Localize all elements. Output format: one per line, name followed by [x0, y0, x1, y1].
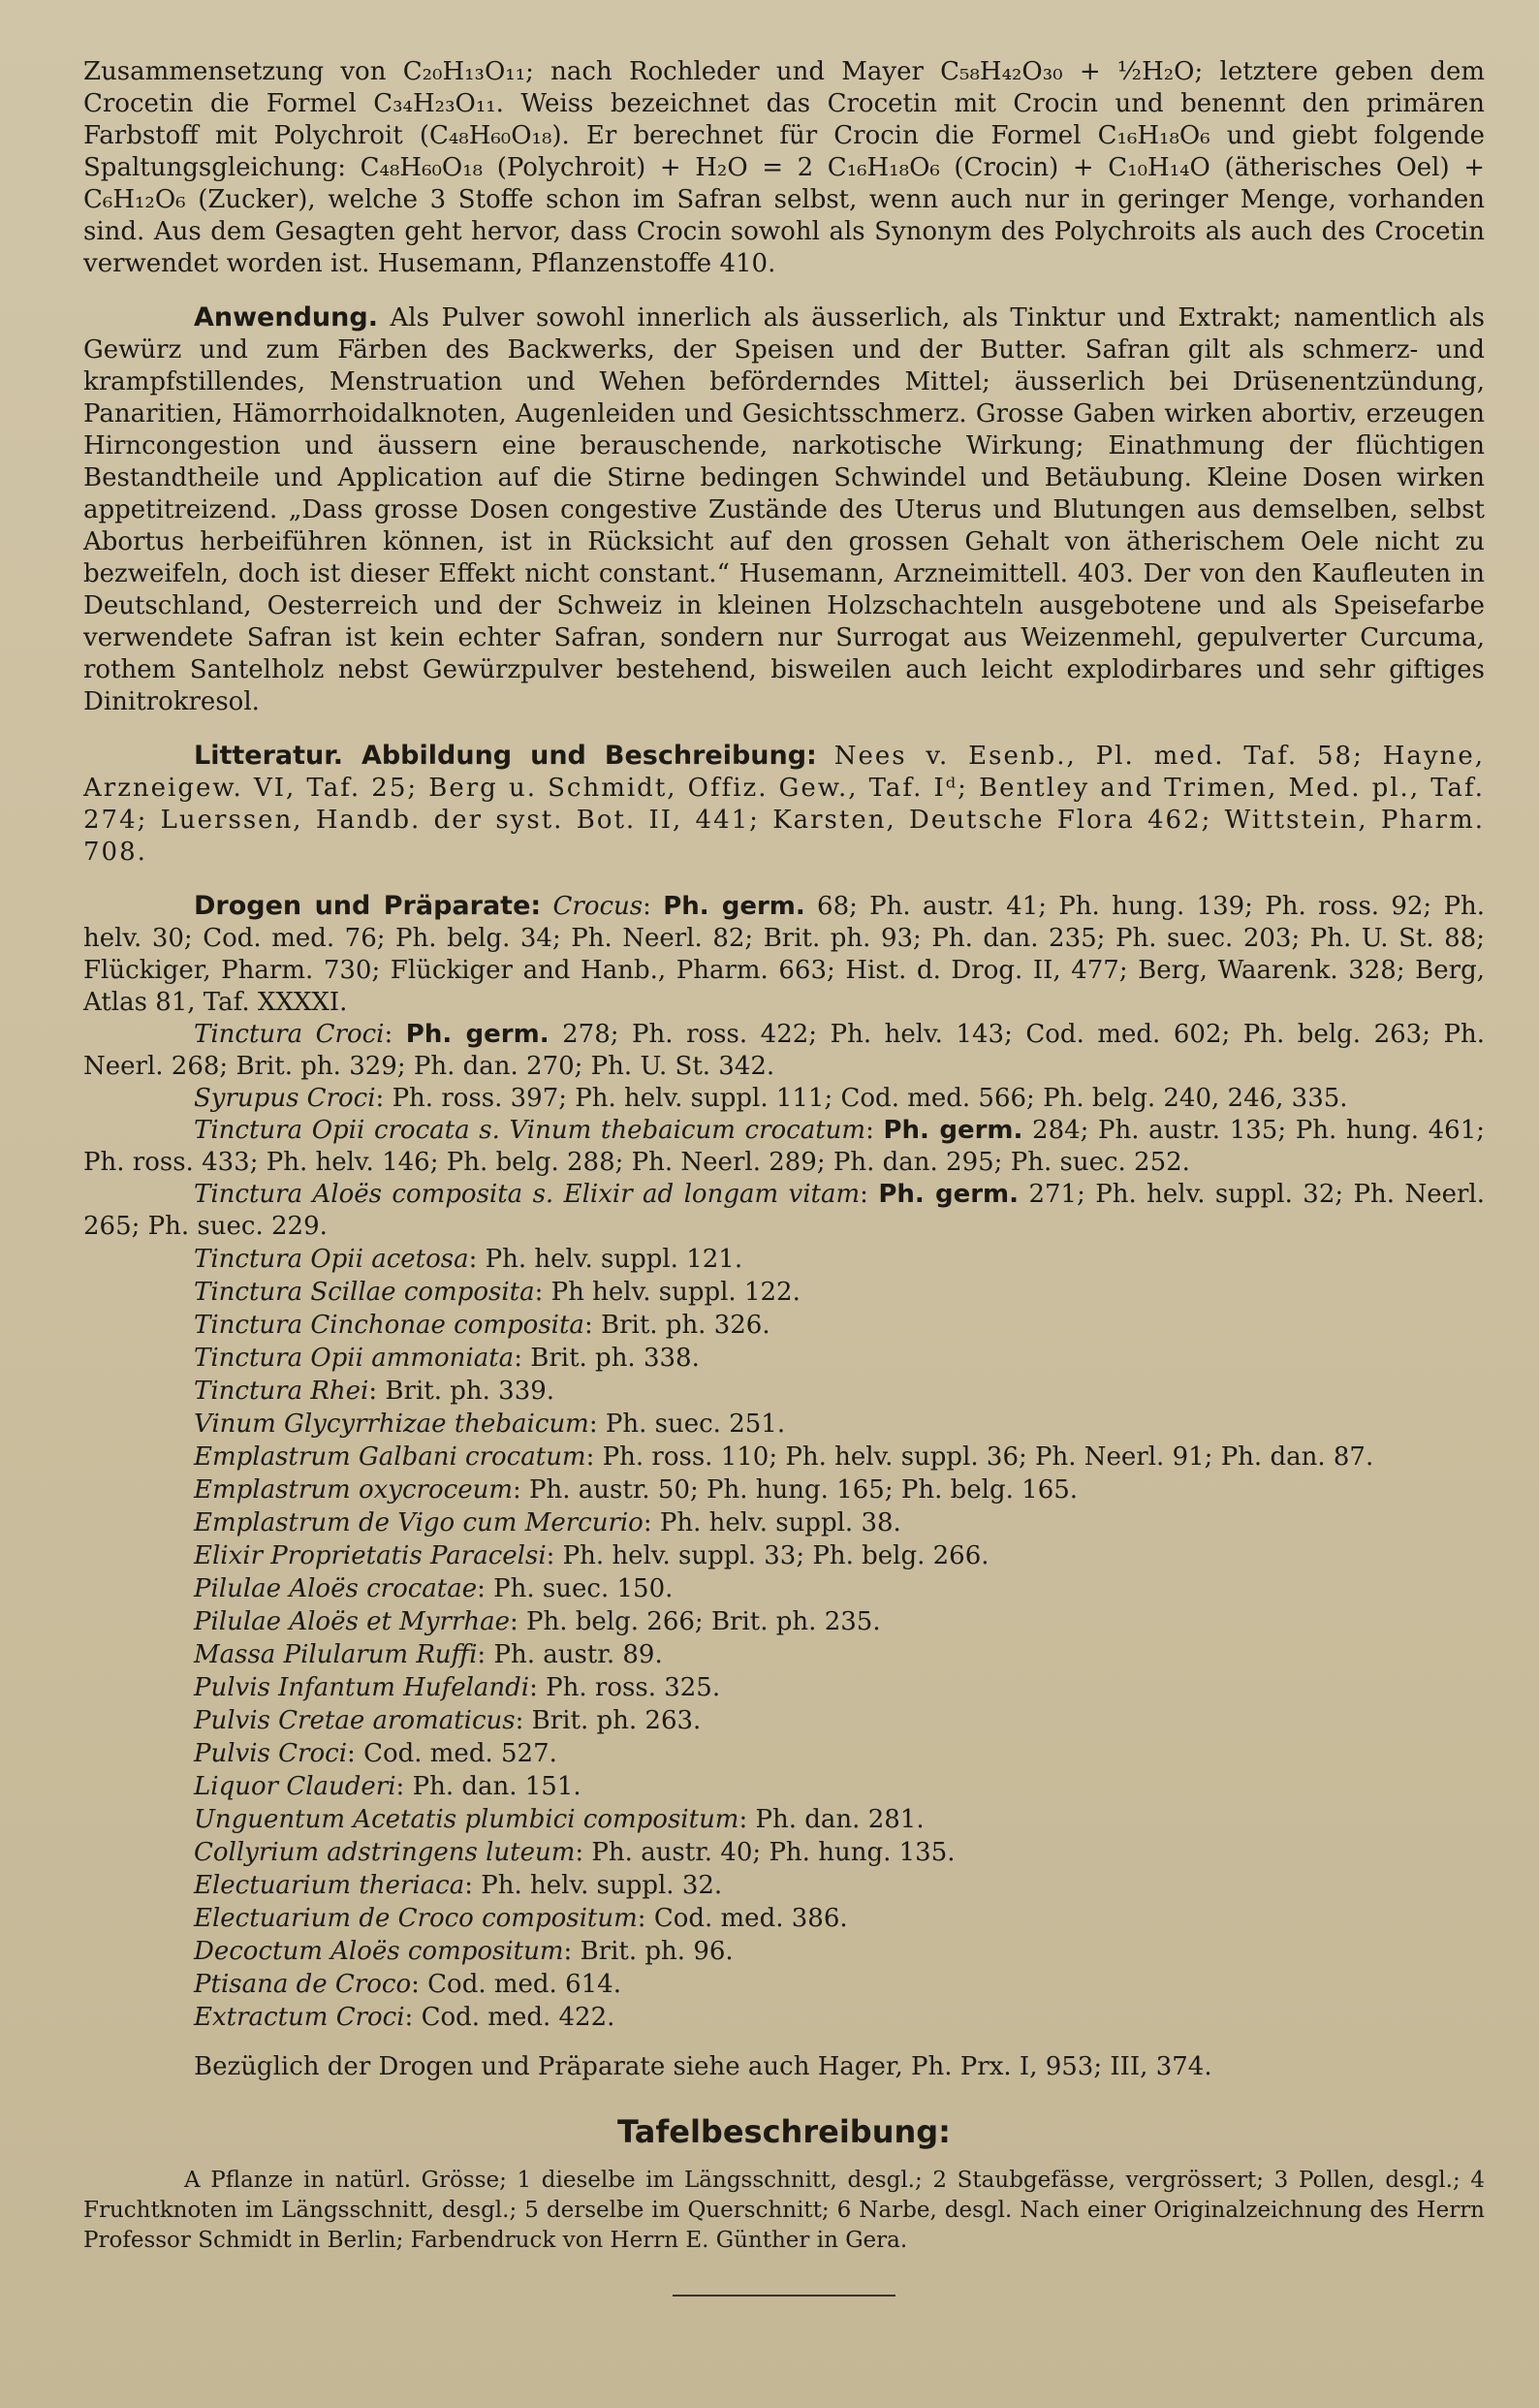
preparation-refs: Ph. helv. suppl. 38.	[659, 1508, 901, 1537]
preparation-entry: Massa Pilularum Ruffi: Ph. austr. 89.	[194, 1640, 663, 1669]
preparation-name: Pulvis Infantum Hufelandi	[194, 1673, 530, 1702]
preparation-refs: Brit. ph. 338.	[530, 1344, 700, 1373]
bezueglich-text: Bezüglich der Drogen und Präparate siehe auch Hager, Ph. Prx. I, 953; III, 374.	[194, 2052, 1212, 2081]
tinctura-opii-paragraph: Tinctura Opii crocata s. Vinum thebaicum crocatum: Ph. germ. 284; Ph. austr. 135; Ph. hung. 461; Ph. ross. 433; Ph. helv. 146; Ph. belg. 288; Ph. Neerl. 289; Ph. dan. 295; Ph. suec. 252.	[83, 1116, 1486, 1177]
tinctura-aloes-paragraph: Tinctura Aloës composita s. Elixir ad longam vitam: Ph. germ. 271; Ph. helv. suppl. 32; Ph. Neerl. 265; Ph. suec. 229.	[83, 1180, 1486, 1241]
preparation-refs: Brit. ph. 263.	[531, 1706, 702, 1735]
drogen-crocus-paragraph: Drogen und Präparate: Crocus: Ph. germ. 68; Ph. austr. 41; Ph. hung. 139; Ph. ross. 92; Ph. helv. 30; Cod. med. 76; Ph. belg. 34; Ph. Neerl. 82; Brit. ph. 93; Ph. dan. 235; Ph. suec. 203; Ph. U. St. 88; Flückiger, Pharm. 730; Flückiger and Hanb., Pharm. 663; Hist. d. Drog. II, 477; Berg, Waarenk. 328; Berg, Atlas 81, Taf. XXXXI.	[83, 891, 1485, 1017]
tinctura-opii-refs: 284; Ph. austr. 135; Ph. hung. 461; Ph. ross. 433; Ph. helv. 146; Ph. belg. 288; Ph. Neerl. 289; Ph. dan. 295; Ph. suec. 252.	[83, 1116, 1486, 1177]
tinctura-croci-paragraph: Tinctura Croci: Ph. germ. 278; Ph. ross. 422; Ph. helv. 143; Cod. med. 602; Ph. belg. 263; Ph. Neerl. 268; Brit. ph. 329; Ph. dan. 270; Ph. U. St. 342.	[83, 1020, 1486, 1081]
preparation-entry: Tinctura Opii acetosa: Ph. helv. suppl. 121.	[194, 1245, 743, 1274]
anwendung-text: Als Pulver sowohl innerlich als äusserlich, als Tinktur und Extrakt; namentlich als Gewürz und zum Färben des Backwerks, der Speisen und der Butter. Safran gilt als schmerz- und krampfstillendes, Menstruation und Wehen beförderndes Mittel; äusserlich bei Drüsenentzündung, Panaritien, Hämorrhoidalknoten, Augenleiden und Gesichtsschmerz. Grosse Gaben wirken abortiv, erzeugen Hirncongestion und äussern eine berauschende, narkotische Wirkung; Einathmung der flüchtigen Bestandtheile und Application auf die Stirne bedingen Schwindel und Betäubung. Kleine Dosen wirken appetitreizend. „Dass grosse Dosen congestive Zustände des Uterus und Blutungen aus demselben, selbst Abortus herbeiführen können, ist in Rücksicht auf den grossen Gehalt von ätherischem Oele nicht zu bezweifeln, doch ist dieser Effekt nicht constant.“ Husemann, Arzneimittell. 403. Der von den Kaufleuten in Deutschland, Oesterreich und der Schweiz in kleinen Holzschachteln ausgebotene und als Speisefarbe verwendete Safran ist kein echter Safran, sondern nur Surrogat aus Weizenmehl, gepulverter Curcuma, rothem Santelholz nebst Gewürzpulver bestehend, bisweilen auch leicht explodirbares und sehr giftiges Dinitrokresol.	[83, 303, 1486, 716]
preparation-refs: Brit. ph. 339.	[385, 1377, 555, 1406]
preparation-name: Tinctura Scillae composita	[194, 1278, 535, 1307]
preparation-entry: Elixir Proprietatis Paracelsi: Ph. helv. suppl. 33; Ph. belg. 266.	[194, 1541, 989, 1570]
tafelbeschreibung-text	[83, 2166, 1485, 2256]
syrupus-croci-paragraph: Syrupus Croci: Ph. ross. 397; Ph. helv. suppl. 111; Cod. med. 566; Ph. belg. 240, 246, 335.	[194, 1084, 1348, 1113]
preparation-name: Pulvis Cretae aromaticus	[194, 1706, 516, 1735]
preparation-refs: Ph. suec. 251.	[605, 1410, 786, 1439]
preparation-refs: Brit. ph. 326.	[600, 1311, 770, 1340]
preparation-name: Decoctum Aloës compositum	[194, 1937, 564, 1966]
preparation-refs: Ph. ross. 325.	[546, 1673, 721, 1702]
preparation-entry: Ptisana de Croco: Cod. med. 614.	[194, 1970, 621, 1999]
preparation-entry: Pilulae Aloës et Myrrhae: Ph. belg. 266; Brit. ph. 235.	[194, 1607, 881, 1636]
preparation-entry: Pulvis Croci: Cod. med. 527.	[194, 1739, 557, 1768]
anwendung-paragraph	[83, 301, 1485, 718]
crocus-ph-germ: Ph. germ.	[663, 892, 805, 921]
preparation-entry: Extractum Croci: Cod. med. 422.	[194, 2003, 615, 2032]
anwendung-heading: Anwendung.	[194, 302, 378, 333]
preparation-entry: Tinctura Rhei: Brit. ph. 339.	[194, 1377, 555, 1406]
preparation-name: Pilulae Aloës et Myrrhae	[194, 1607, 510, 1636]
preparation-name: Tinctura Opii acetosa	[194, 1245, 469, 1274]
preparation-refs: Ph. suec. 150.	[493, 1574, 674, 1603]
preparation-entry: Unguentum Acetatis plumbici compositum: Ph. dan. 281.	[194, 1805, 925, 1834]
tafelbeschreibung-title: Tafelbeschreibung:	[617, 2113, 951, 2150]
tinctura-opii-ph-germ: Ph. germ.	[883, 1116, 1023, 1145]
preparation-refs: Cod. med. 614.	[427, 1970, 621, 1999]
preparation-entry: Vinum Glycyrrhizae thebaicum: Ph. suec. 251.	[194, 1410, 786, 1439]
preparation-entry: Emplastrum oxycroceum: Ph. austr. 50; Ph. hung. 165; Ph. belg. 165.	[194, 1475, 1079, 1505]
preparation-entry: Liquor Clauderi: Ph. dan. 151.	[194, 1772, 581, 1801]
preparation-refs: Ph. dan. 151.	[412, 1772, 581, 1801]
preparation-name: Electuarium de Croco compositum	[194, 1904, 638, 1933]
drogen-section	[83, 890, 1485, 2083]
preparation-entry: Pulvis Infantum Hufelandi: Ph. ross. 325.	[194, 1673, 721, 1702]
preparation-entry: Pilulae Aloës crocatae: Ph. suec. 150.	[194, 1574, 674, 1603]
preparation-entry: Emplastrum de Vigo cum Mercurio: Ph. helv. suppl. 38.	[194, 1508, 901, 1537]
preparation-refs: Ph. helv. suppl. 32.	[481, 1871, 723, 1900]
tinctura-croci-name: Tinctura Croci	[194, 1020, 385, 1049]
preparation-entry: Tinctura Cinchonae composita: Brit. ph. 326.	[194, 1311, 770, 1340]
preparation-name: Pilulae Aloës crocatae	[194, 1574, 478, 1603]
preparation-refs: Ph. austr. 40; Ph. hung. 135.	[591, 1838, 956, 1867]
preparation-name: Liquor Clauderi	[194, 1772, 396, 1801]
preparation-entry: Tinctura Opii ammoniata: Brit. ph. 338.	[194, 1344, 700, 1373]
tinctura-aloes-name: Tinctura Aloës composita s. Elixir ad longam vitam	[194, 1180, 861, 1209]
preparation-entry: Emplastrum Galbani crocatum: Ph. ross. 110; Ph. helv. suppl. 36; Ph. Neerl. 91; Ph. dan. 87.	[194, 1442, 1374, 1472]
preparation-name: Ptisana de Croco	[194, 1970, 412, 1999]
preparation-refs: Brit. ph. 96.	[580, 1937, 734, 1966]
preparation-name: Emplastrum de Vigo cum Mercurio	[194, 1508, 644, 1537]
end-rule	[673, 2295, 895, 2297]
preparation-refs: Ph. austr. 50; Ph. hung. 165; Ph. belg. 165.	[529, 1475, 1079, 1505]
preparation-name: Emplastrum Galbani crocatum	[194, 1442, 586, 1472]
preparation-refs: Ph. austr. 89.	[493, 1640, 663, 1669]
preparation-refs: Ph. belg. 266; Brit. ph. 235.	[526, 1607, 881, 1636]
tinctura-croci-refs: 278; Ph. ross. 422; Ph. helv. 143; Cod. med. 602; Ph. belg. 263; Ph. Neerl. 268; Brit. ph. 329; Ph. dan. 270; Ph. U. St. 342.	[83, 1020, 1486, 1081]
preparation-name: Extractum Croci	[194, 2003, 405, 2032]
tinctura-aloes-ph-germ: Ph. germ.	[878, 1180, 1020, 1209]
preparation-entry: Pulvis Cretae aromaticus: Brit. ph. 263.	[194, 1706, 702, 1735]
preparation-entry: Tinctura Scillae composita: Ph helv. suppl. 122.	[194, 1278, 801, 1307]
preparation-refs: Cod. med. 386.	[653, 1904, 848, 1933]
litteratur-paragraph	[83, 740, 1485, 869]
tinctura-opii-name: Tinctura Opii crocata s. Vinum thebaicum crocatum	[194, 1116, 866, 1145]
preparations-list	[194, 1243, 1485, 2034]
preparation-name: Unguentum Acetatis plumbici compositum	[194, 1805, 739, 1834]
tinctura-croci-ph-germ: Ph. germ.	[405, 1020, 550, 1049]
preparation-refs: Ph. helv. suppl. 33; Ph. belg. 266.	[562, 1541, 989, 1570]
preparation-name: Emplastrum oxycroceum	[194, 1475, 513, 1505]
litteratur-heading: Litteratur. Abbildung und Beschreibung:	[194, 741, 817, 771]
bezueglich-paragraph	[83, 2051, 1485, 2083]
preparation-refs: Ph. helv. suppl. 121.	[485, 1245, 743, 1274]
intro-paragraph: Zusammensetzung von C₂₀H₁₃O₁₁; nach Rochleder und Mayer C₅₈H₄₂O₃₀ + ½H₂O; letztere geben dem Crocetin die Formel C₃₄H₂₃O₁₁. Weiss bezeichnet das Crocetin mit Crocin und benennt den primären Farbstoff mit Polychroit (C₄₈H₆₀O₁₈). Er berechnet für Crocin die Formel C₁₆H₁₈O₆ und giebt folgende Spaltungsgleichung: C₄₈H₆₀O₁₈ (Polychroit) + H₂O = 2 C₁₆H₁₈O₆ (Crocin) + C₁₀H₁₄O (ätherisches Oel) + C₆H₁₂O₆ (Zucker), welche 3 Stoffe schon im Safran selbst, wenn auch nur in geringer Menge, vorhanden sind. Aus dem Gesagten geht hervor, dass Crocin sowohl als Synonym des Polychroits als auch des Crocetin verwendet worden ist. Husemann, Pflanzenstoffe 410.	[83, 57, 1485, 278]
preparation-entry: Electuarium de Croco compositum: Cod. med. 386.	[194, 1904, 848, 1933]
preparation-refs: Ph. ross. 110; Ph. helv. suppl. 36; Ph. Neerl. 91; Ph. dan. 87.	[602, 1442, 1374, 1472]
preparation-name: Tinctura Rhei	[194, 1377, 369, 1406]
syrupus-croci-refs: Ph. ross. 397; Ph. helv. suppl. 111; Cod. med. 566; Ph. belg. 240, 246, 335.	[392, 1084, 1348, 1113]
crocus-name: Crocus	[552, 892, 644, 921]
preparation-refs: Cod. med. 527.	[363, 1739, 557, 1768]
preparation-refs: Cod. med. 422.	[421, 2003, 615, 2032]
syrupus-croci-name: Syrupus Croci	[194, 1084, 376, 1113]
preparation-name: Tinctura Opii ammoniata	[194, 1344, 515, 1373]
preparation-name: Vinum Glycyrrhizae thebaicum	[194, 1410, 589, 1439]
crocus-refs: 68; Ph. austr. 41; Ph. hung. 139; Ph. ross. 92; Ph. helv. 30; Cod. med. 76; Ph. belg. 34; Ph. Neerl. 82; Brit. ph. 93; Ph. dan. 235; Ph. suec. 203; Ph. U. St. 88; Flückiger, Pharm. 730; Flückiger and Hanb., Pharm. 663; Hist. d. Drog. II, 477; Berg, Waarenk. 328; Berg, Atlas 81, Taf. XXXXI.	[83, 892, 1485, 1017]
preparation-name: Electuarium theriaca	[194, 1871, 465, 1900]
preparation-name: Collyrium adstringens luteum	[194, 1838, 576, 1867]
tafel-text: A Pflanze in natürl. Grösse; 1 dieselbe im Längsschnitt, desgl.; 2 Staubgefässe, vergrössert; 3 Pollen, desgl.; 4 Fruchtknoten im Längsschnitt, desgl.; 5 derselbe im Querschnitt; 6 Narbe, desgl. Nach einer Originalzeichnung des Herrn Professor Schmidt in Berlin; Farbendruck von Herrn E. Günther in Gera.	[83, 2168, 1485, 2253]
preparation-name: Pulvis Croci	[194, 1739, 348, 1768]
preparation-entry: Decoctum Aloës compositum: Brit. ph. 96.	[194, 1937, 734, 1966]
tinctura-aloes-refs: 271; Ph. helv. suppl. 32; Ph. Neerl. 265; Ph. suec. 229.	[83, 1180, 1486, 1241]
preparation-refs: Ph helv. suppl. 122.	[550, 1278, 801, 1307]
preparation-name: Massa Pilularum Ruffi	[194, 1640, 478, 1669]
preparation-entry: Electuarium theriaca: Ph. helv. suppl. 32.	[194, 1871, 723, 1900]
preparation-entry: Collyrium adstringens luteum: Ph. austr. 40; Ph. hung. 135.	[194, 1838, 956, 1867]
drogen-heading: Drogen und Präparate:	[194, 891, 542, 921]
preparation-name: Elixir Proprietatis Paracelsi	[194, 1541, 547, 1570]
preparation-refs: Ph. dan. 281.	[755, 1805, 925, 1834]
preparation-name: Tinctura Cinchonae composita	[194, 1311, 584, 1340]
litteratur-text: Nees v. Esenb., Pl. med. Taf. 58; Hayne, Arzneigew. VI, Taf. 25; Berg u. Schmidt, Offiz. Gew., Taf. Iᵈ; Bentley and Trimen, Med. pl., Taf. 274; Luerssen, Handb. der syst. Bot. II, 441; Karsten, Deutsche Flora 462; Wittstein, Pharm. 708.	[83, 742, 1485, 867]
